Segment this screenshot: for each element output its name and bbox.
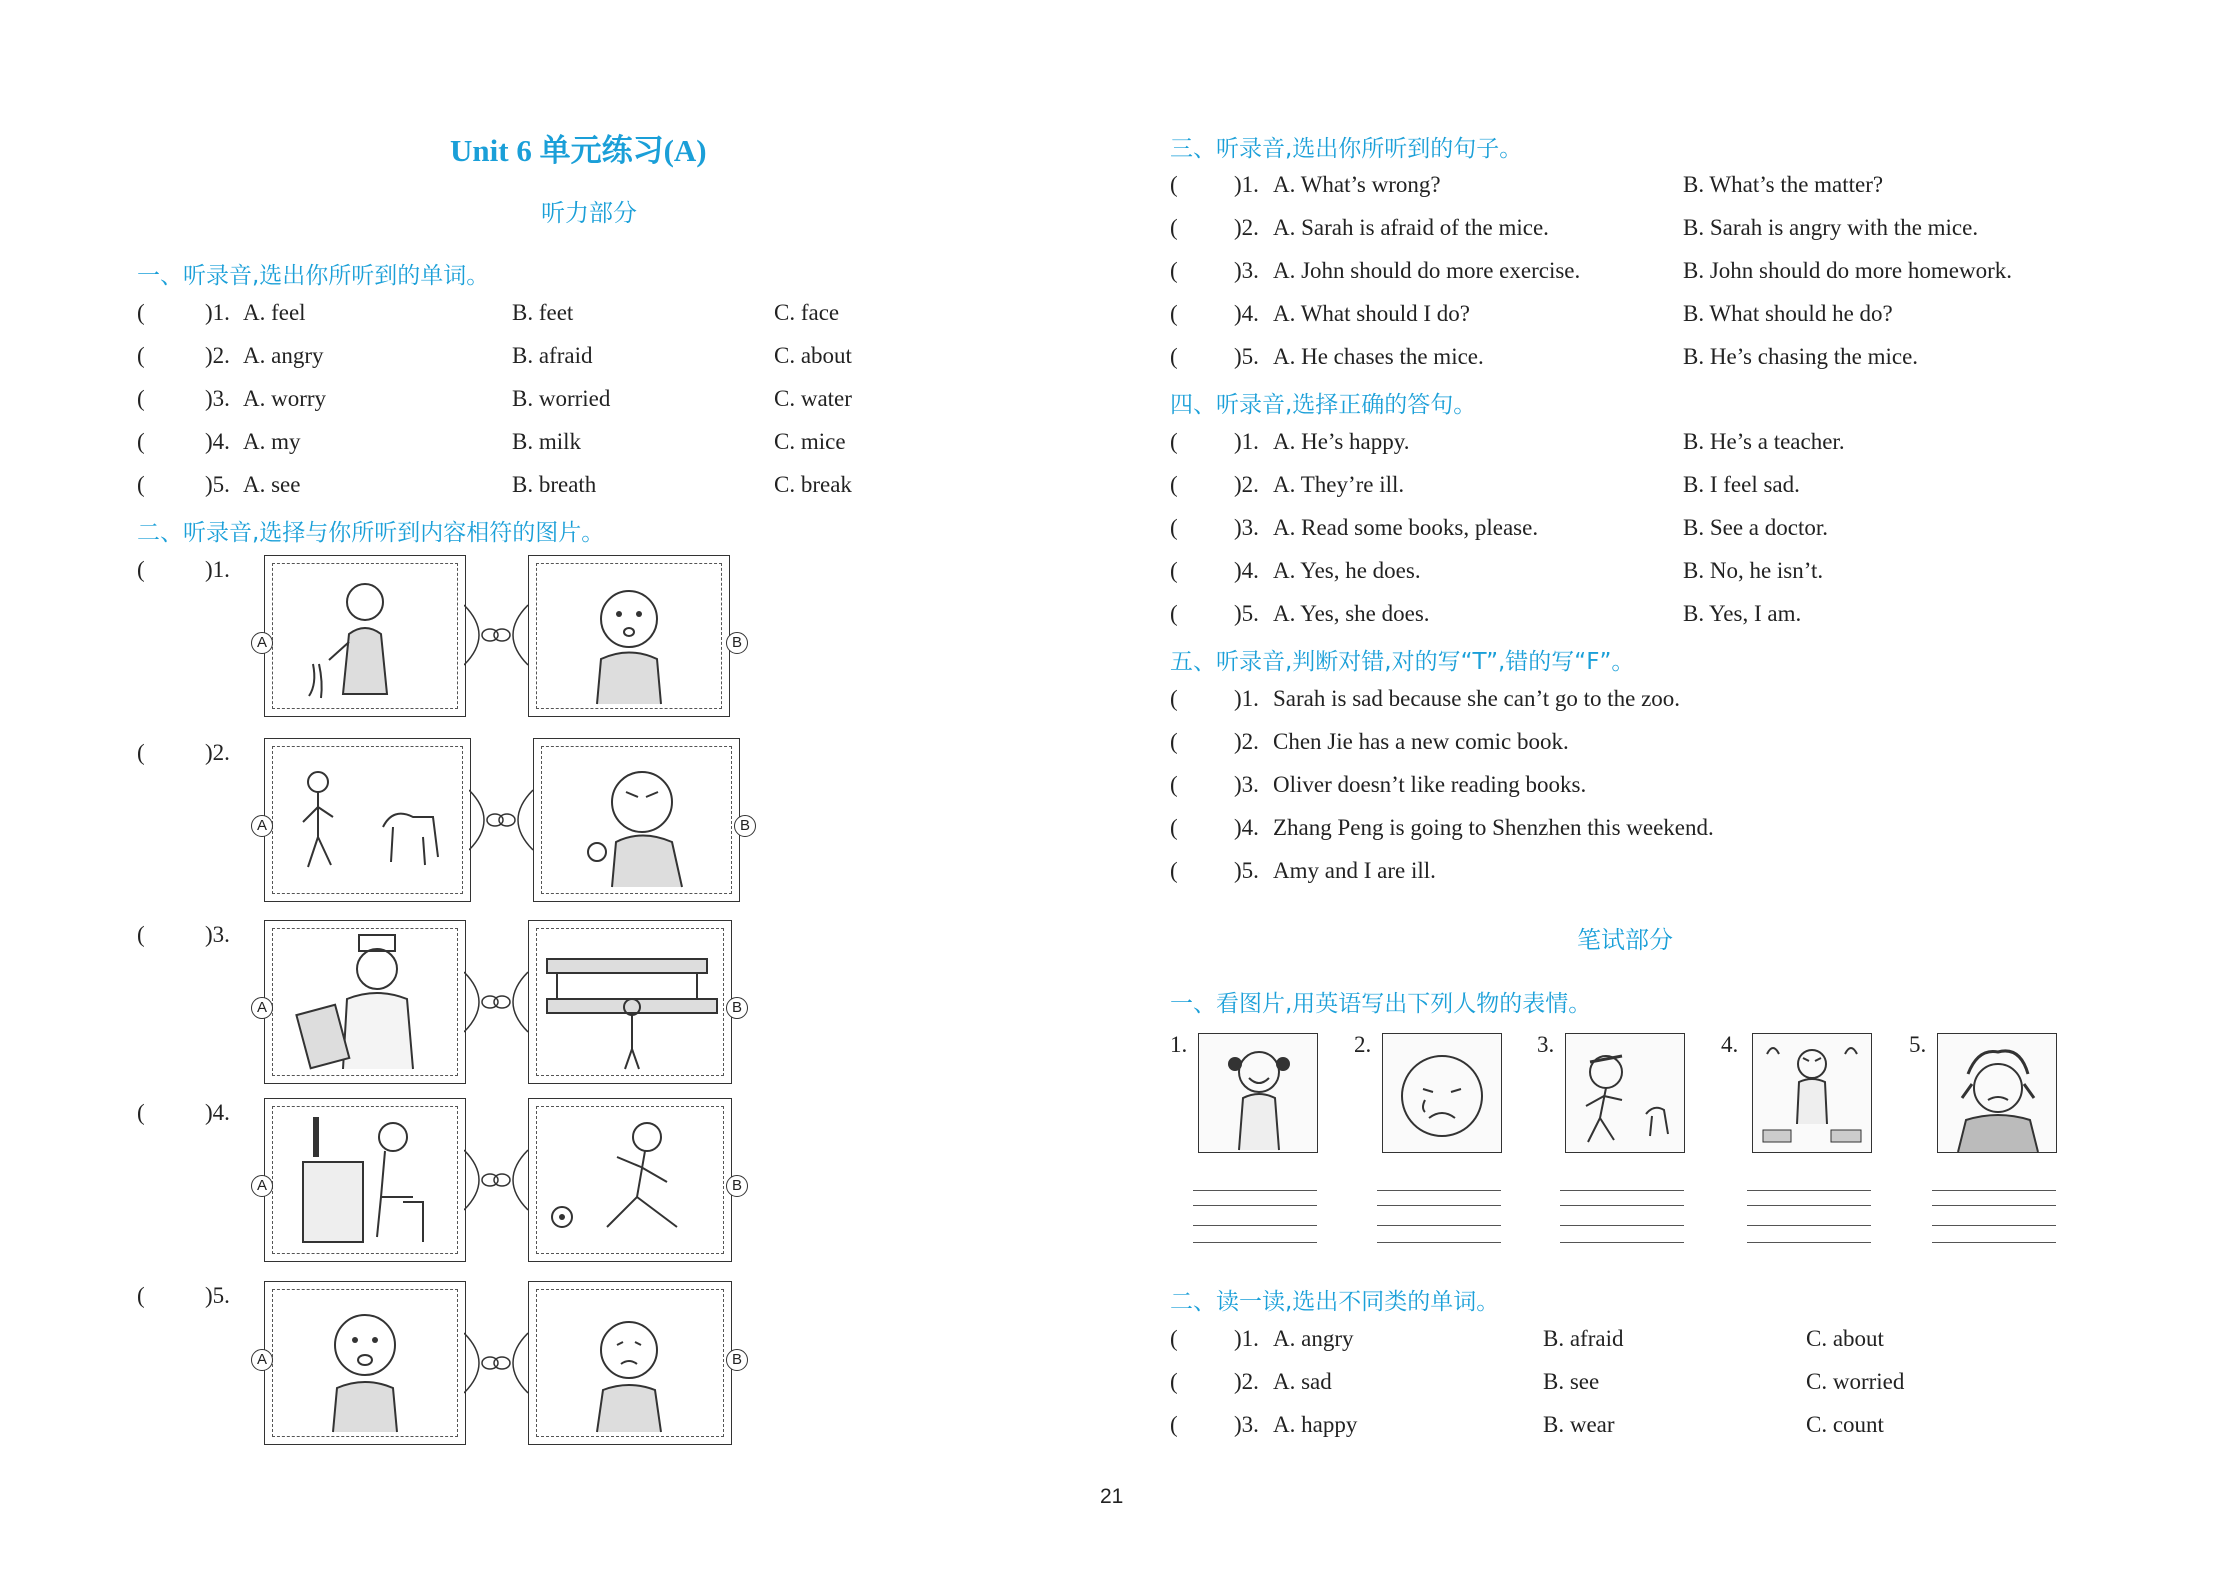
paren: ( [1170, 344, 1178, 369]
option-a[interactable]: A. Read some books, please. [1273, 515, 1539, 540]
question-number: )1. [205, 300, 230, 325]
picture-b-angry-boy[interactable] [533, 738, 740, 902]
s1-question-5 [137, 472, 897, 502]
badge-b: B [726, 632, 748, 654]
paren: ( [1170, 1326, 1178, 1351]
question-number: )3. [205, 386, 230, 411]
paren: ( [1170, 472, 1178, 497]
computer-desk-icon [273, 1107, 457, 1253]
badge-b: B [734, 815, 756, 837]
writing-section-title: 笔试部分 [1577, 926, 1673, 954]
option-b[interactable]: B. What should he do? [1683, 301, 1893, 326]
crying-face-icon [1383, 1034, 1501, 1152]
s5-heading: 五、听录音,判断对错,对的写“T”,错的写“F”。 [1170, 649, 1635, 675]
question-number: )2. [205, 343, 230, 368]
paren: ( [137, 1100, 145, 1125]
option-b[interactable]: B. afraid [512, 343, 593, 368]
question-number: )1. [1234, 429, 1259, 454]
statement-text: Oliver doesn’t like reading books. [1273, 772, 1587, 797]
option-a[interactable]: A. They’re ill. [1273, 472, 1405, 497]
answer-line[interactable] [1377, 1190, 1501, 1191]
s5-question-3 [1170, 772, 2100, 802]
option-c[interactable]: C. about [774, 343, 852, 368]
question-number: )5. [205, 1283, 230, 1308]
s5-question-2 [1170, 729, 2100, 759]
boy-scared-of-dog-icon [273, 747, 462, 893]
angry-boy-icon [542, 747, 731, 893]
option-c[interactable]: C. mice [774, 429, 846, 454]
question-number: )5. [1234, 858, 1259, 883]
paren: ( [137, 740, 145, 765]
s3-question-4 [1170, 301, 2100, 331]
picture-border [272, 1289, 458, 1437]
picture-b-boy-playing-football[interactable] [528, 1098, 732, 1262]
answer-line[interactable] [1193, 1205, 1317, 1206]
option-b[interactable]: B. What’s the matter? [1683, 172, 1884, 197]
s3-heading: 三、听录音,选出你所听到的句子。 [1170, 136, 1523, 162]
option-a[interactable]: A. see [243, 472, 301, 497]
option-a[interactable]: A. He chases the mice. [1273, 344, 1484, 369]
question-number: )1. [1234, 172, 1259, 197]
picture-b-scared-boy[interactable] [528, 555, 730, 717]
boy-with-banana-peel-icon [273, 564, 457, 708]
w2-question-1 [1170, 1326, 2100, 1356]
sad-boy-icon [537, 1290, 723, 1436]
option-b[interactable]: B. worried [512, 386, 611, 411]
connector-icon [464, 1328, 528, 1398]
s3-question-3 [1170, 258, 2100, 288]
picture-border [272, 928, 458, 1076]
paren: ( [1170, 301, 1178, 326]
connector-icon [464, 967, 528, 1037]
option-c[interactable]: C. count [1806, 1412, 1884, 1437]
question-number: )5. [205, 472, 230, 497]
paren: ( [137, 472, 145, 497]
face-number-2: 2. [1354, 1032, 1372, 1057]
paren: ( [1170, 729, 1178, 754]
s2-heading: 二、听录音,选择与你所听到内容相符的图片。 [137, 520, 605, 546]
page-title: Unit 6 单元练习(A) [450, 133, 707, 168]
option-b[interactable]: B. I feel sad. [1683, 472, 1800, 497]
question-number: )5. [1234, 344, 1259, 369]
picture-b-sad-boy[interactable] [528, 1281, 732, 1445]
question-number: )5. [1234, 601, 1259, 626]
picture-a-boy-at-computer[interactable] [264, 1098, 466, 1262]
paren: ( [1170, 686, 1178, 711]
s1-heading: 一、听录音,选出你所听到的单词。 [137, 263, 490, 289]
face-picture-3 [1565, 1033, 1685, 1153]
question-number: )1. [205, 557, 230, 582]
picture-b-pilot-plane[interactable] [528, 920, 732, 1084]
question-number: )4. [1234, 301, 1259, 326]
s1-question-3 [137, 386, 897, 416]
option-c[interactable]: C. about [1806, 1326, 1884, 1351]
statement-text: Sarah is sad because she can’t go to the zoo. [1273, 686, 1681, 711]
paren: ( [137, 557, 145, 582]
question-number: )4. [1234, 558, 1259, 583]
paren: ( [137, 300, 145, 325]
picture-border [536, 563, 722, 709]
badge-a: A [251, 997, 273, 1019]
face-picture-5 [1937, 1033, 2057, 1153]
answer-line[interactable] [1377, 1225, 1501, 1226]
question-number: )2. [1234, 1369, 1259, 1394]
paren: ( [137, 922, 145, 947]
paren: ( [1170, 429, 1178, 454]
answer-line[interactable] [1377, 1205, 1501, 1206]
picture-border [541, 746, 732, 894]
picture-border [536, 1289, 724, 1437]
s1-question-1 [137, 300, 897, 330]
option-b[interactable]: B. feet [512, 300, 574, 325]
picture-a-sick-boy[interactable] [264, 555, 466, 717]
option-b[interactable]: B. He’s chasing the mice. [1683, 344, 1919, 369]
option-b[interactable]: B. See a doctor. [1683, 515, 1828, 540]
question-number: )2. [1234, 729, 1259, 754]
w2-heading: 二、读一读,选出不同类的单词。 [1170, 1289, 1500, 1315]
badge-b: B [726, 997, 748, 1019]
w2-question-2 [1170, 1369, 2100, 1399]
question-number: )1. [1234, 686, 1259, 711]
connector-icon [464, 1145, 528, 1215]
answer-line[interactable] [1193, 1190, 1317, 1191]
angry-man-icon [1753, 1034, 1871, 1152]
question-number: )3. [1234, 1412, 1259, 1437]
option-c[interactable]: C. face [774, 300, 840, 325]
scared-boy-icon [537, 564, 721, 708]
answer-line[interactable] [1932, 1242, 2056, 1243]
badge-a: A [251, 815, 273, 837]
option-a[interactable]: A. sad [1273, 1369, 1332, 1394]
paren: ( [1170, 172, 1178, 197]
s1-question-4 [137, 429, 897, 459]
question-number: )4. [205, 429, 230, 454]
w2-question-3 [1170, 1412, 2100, 1442]
option-a[interactable]: A. What should I do? [1273, 301, 1470, 326]
paren: ( [1170, 601, 1178, 626]
question-number: )2. [1234, 472, 1259, 497]
option-c[interactable]: C. break [774, 472, 852, 497]
option-a[interactable]: A. He’s happy. [1273, 429, 1410, 454]
paren: ( [1170, 1412, 1178, 1437]
connector-icon [464, 600, 528, 670]
option-a[interactable]: A. angry [1273, 1326, 1354, 1351]
option-b[interactable]: B. John should do more homework. [1683, 258, 2013, 283]
paren: ( [1170, 772, 1178, 797]
option-a[interactable]: A. What’s wrong? [1273, 172, 1441, 197]
option-b[interactable]: B. afraid [1543, 1326, 1624, 1351]
question-number: )4. [1234, 815, 1259, 840]
option-a[interactable]: A. angry [243, 343, 324, 368]
picture-border [536, 1106, 724, 1254]
picture-a-doctor[interactable] [264, 920, 466, 1084]
option-b[interactable]: B. Sarah is angry with the mice. [1683, 215, 1979, 240]
face-number-3: 3. [1537, 1032, 1555, 1057]
answer-line[interactable] [1560, 1225, 1684, 1226]
option-a[interactable]: A. Sarah is afraid of the mice. [1273, 215, 1549, 240]
paren: ( [137, 343, 145, 368]
question-number: )1. [1234, 1326, 1259, 1351]
paren: ( [137, 386, 145, 411]
s2-question-4 [137, 1100, 257, 1130]
football-player-icon [537, 1107, 723, 1253]
s2-question-5 [137, 1283, 257, 1313]
answer-line[interactable] [1560, 1190, 1684, 1191]
connector-icon [469, 785, 533, 855]
paren: ( [1170, 558, 1178, 583]
paren: ( [1170, 858, 1178, 883]
question-number: )3. [1234, 258, 1259, 283]
s2-question-3 [137, 922, 257, 952]
s1-question-2 [137, 343, 897, 373]
option-a[interactable]: A. worry [243, 386, 327, 411]
s4-question-2 [1170, 472, 2100, 502]
question-number: )3. [1234, 515, 1259, 540]
option-c[interactable]: C. water [774, 386, 852, 411]
badge-a: A [251, 632, 273, 654]
picture-a-nervous-boy[interactable] [264, 1281, 466, 1445]
picture-a-boy-and-dog[interactable] [264, 738, 471, 902]
question-number: )4. [205, 1100, 230, 1125]
answer-line[interactable] [1747, 1190, 1871, 1191]
badge-a: A [251, 1349, 273, 1371]
airplane-icon [537, 929, 723, 1075]
paren: ( [1170, 1369, 1178, 1394]
option-b[interactable]: B. breath [512, 472, 597, 497]
badge-b: B [726, 1175, 748, 1197]
s4-question-4 [1170, 558, 2100, 588]
answer-line[interactable] [1747, 1242, 1871, 1243]
s5-question-1 [1170, 686, 2100, 716]
badge-a: A [251, 1175, 273, 1197]
doctor-icon [273, 929, 457, 1075]
s4-heading: 四、听录音,选择正确的答句。 [1170, 392, 1477, 418]
answer-line[interactable] [1747, 1205, 1871, 1206]
question-number: )3. [205, 922, 230, 947]
paren: ( [137, 429, 145, 454]
question-number: )2. [1234, 215, 1259, 240]
paren: ( [137, 1283, 145, 1308]
paren: ( [1170, 515, 1178, 540]
s3-question-1 [1170, 172, 2100, 202]
answer-line[interactable] [1932, 1205, 2056, 1206]
option-a[interactable]: A. Yes, he does. [1273, 558, 1421, 583]
answer-line[interactable] [1377, 1242, 1501, 1243]
answer-line[interactable] [1560, 1242, 1684, 1243]
face-number-5: 5. [1909, 1032, 1927, 1057]
paren: ( [1170, 258, 1178, 283]
option-b[interactable]: B. see [1543, 1369, 1600, 1394]
picture-border [272, 1106, 458, 1254]
paren: ( [1170, 215, 1178, 240]
question-number: )3. [1234, 772, 1259, 797]
answer-line[interactable] [1193, 1225, 1317, 1226]
s2-question-1 [137, 557, 257, 587]
statement-text: Amy and I are ill. [1273, 858, 1436, 883]
answer-line[interactable] [1560, 1205, 1684, 1206]
w1-heading: 一、看图片,用英语写出下列人物的表情。 [1170, 991, 1592, 1017]
option-b[interactable]: B. milk [512, 429, 582, 454]
face-picture-4 [1752, 1033, 1872, 1153]
answer-line[interactable] [1193, 1242, 1317, 1243]
s3-question-5 [1170, 344, 2100, 374]
face-number-4: 4. [1721, 1032, 1739, 1057]
answer-line[interactable] [1932, 1190, 2056, 1191]
answer-line[interactable] [1747, 1225, 1871, 1226]
s3-question-2 [1170, 215, 2100, 245]
option-b[interactable]: B. He’s a teacher. [1683, 429, 1845, 454]
face-picture-2 [1382, 1033, 1502, 1153]
s2-question-2 [137, 740, 257, 770]
listening-section-title: 听力部分 [541, 199, 637, 227]
face-picture-1 [1198, 1033, 1318, 1153]
scared-boy-with-dog-icon [1566, 1034, 1684, 1152]
question-number: )2. [205, 740, 230, 765]
option-b[interactable]: B. Yes, I am. [1683, 601, 1802, 626]
statement-text: Zhang Peng is going to Shenzhen this weekend. [1273, 815, 1714, 840]
option-c[interactable]: C. worried [1806, 1369, 1905, 1394]
s5-question-5 [1170, 858, 2100, 888]
happy-girl-icon [1199, 1034, 1317, 1152]
option-b[interactable]: B. wear [1543, 1412, 1615, 1437]
s4-question-1 [1170, 429, 2100, 459]
option-b[interactable]: B. No, he isn’t. [1683, 558, 1824, 583]
statement-text: Chen Jie has a new comic book. [1273, 729, 1569, 754]
page-number: 21 [1100, 1485, 1124, 1508]
option-a[interactable]: A. Yes, she does. [1273, 601, 1430, 626]
nervous-boy-icon [273, 1290, 457, 1436]
picture-border [272, 746, 463, 894]
answer-line[interactable] [1932, 1225, 2056, 1226]
option-a[interactable]: A. my [243, 429, 301, 454]
picture-border [536, 928, 724, 1076]
picture-border [272, 563, 458, 709]
option-a[interactable]: A. feel [243, 300, 306, 325]
worried-man-icon [1938, 1034, 2056, 1152]
s4-question-3 [1170, 515, 2100, 545]
face-number-1: 1. [1170, 1032, 1188, 1057]
badge-b: B [726, 1349, 748, 1371]
option-a[interactable]: A. John should do more exercise. [1273, 258, 1581, 283]
option-a[interactable]: A. happy [1273, 1412, 1358, 1437]
s4-question-5 [1170, 601, 2100, 631]
s5-question-4 [1170, 815, 2100, 845]
paren: ( [1170, 815, 1178, 840]
